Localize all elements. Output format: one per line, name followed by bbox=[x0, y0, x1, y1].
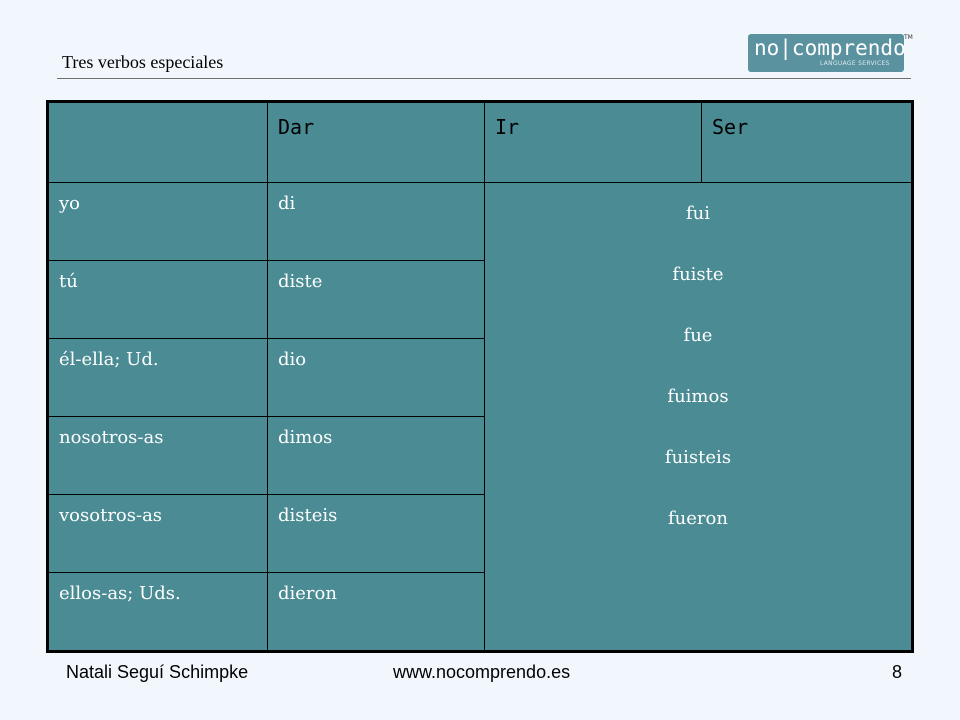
ir-ser-form: fui bbox=[685, 203, 710, 224]
ir-ser-merged-cell bbox=[485, 183, 913, 652]
logo-tagline: LANGUAGE SERVICES bbox=[820, 60, 890, 67]
dar-form-cell: disteis bbox=[268, 495, 485, 573]
dar-form-cell: dio bbox=[268, 339, 485, 417]
nocomprendo-logo bbox=[748, 34, 913, 74]
pronoun-cell: vosotros-as bbox=[48, 495, 268, 573]
logo-background bbox=[748, 34, 904, 72]
slide-title: Tres verbos especiales bbox=[62, 52, 224, 72]
header-cell-ser: Ser bbox=[702, 102, 913, 183]
header-cell-ir: Ir bbox=[485, 102, 702, 183]
table-row bbox=[48, 183, 913, 261]
pronoun-cell: nosotros-as bbox=[48, 417, 268, 495]
dar-form-cell: di bbox=[268, 183, 485, 261]
table-header-row bbox=[48, 102, 913, 183]
page-number: 8 bbox=[892, 662, 903, 682]
header-cell-dar: Dar bbox=[268, 102, 485, 183]
dar-form-cell: dieron bbox=[268, 573, 485, 652]
pronoun-cell: tú bbox=[48, 261, 268, 339]
dar-form-cell: diste bbox=[268, 261, 485, 339]
ir-ser-form: fuiste bbox=[672, 264, 724, 285]
ir-ser-form: fue bbox=[683, 325, 713, 346]
header-cell-empty bbox=[48, 102, 268, 183]
verb-conjugation-table bbox=[46, 100, 914, 653]
ir-ser-form: fuisteis bbox=[664, 447, 732, 468]
ir-ser-forms-list bbox=[495, 199, 901, 565]
pronoun-cell: yo bbox=[48, 183, 268, 261]
logo-trademark: TM bbox=[904, 34, 913, 41]
ir-ser-form: fuimos bbox=[667, 386, 729, 407]
pronoun-cell: ellos-as; Uds. bbox=[48, 573, 268, 652]
footer-author: Natali Seguí Schimpke bbox=[66, 662, 249, 682]
logo-wordmark: no|comprendo bbox=[754, 36, 906, 60]
dar-form-cell: dimos bbox=[268, 417, 485, 495]
pronoun-cell: él-ella; Ud. bbox=[48, 339, 268, 417]
ir-ser-form: fueron bbox=[668, 508, 728, 529]
footer-website: www.nocomprendo.es bbox=[393, 662, 571, 682]
header-divider bbox=[57, 78, 911, 79]
